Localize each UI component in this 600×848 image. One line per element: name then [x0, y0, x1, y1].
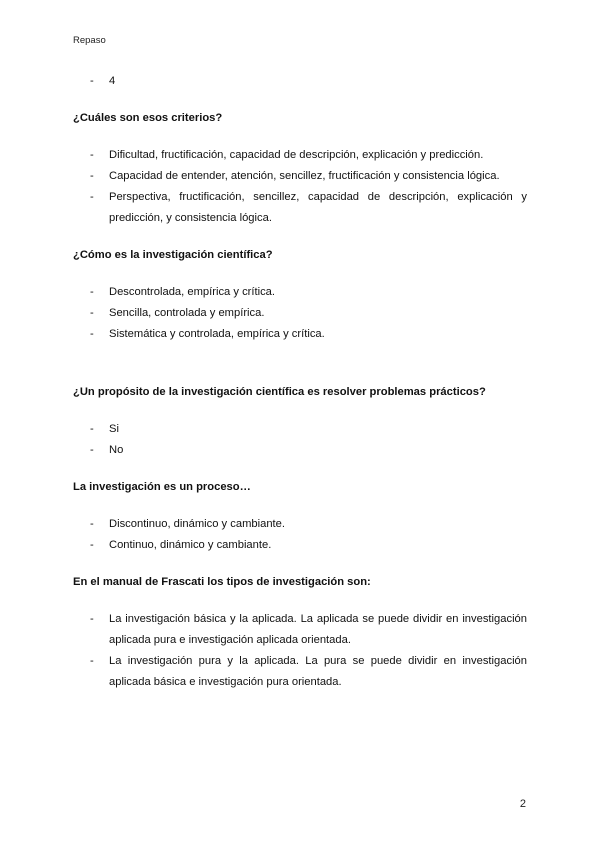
option-list — [73, 145, 527, 229]
question-heading: ¿Un propósito de la investigación científica es resolver problemas prácticos? — [73, 386, 486, 398]
list-item: - Capacidad de entender, atención, sencillez, fructificación y consistencia lógica. — [90, 170, 500, 182]
option-list — [73, 609, 527, 693]
question-heading: ¿Cuáles son esos criterios? — [73, 112, 223, 124]
page-number: 2 — [519, 798, 526, 810]
option-list — [73, 419, 527, 461]
list-item: - La investigación pura y la aplicada. La pura se puede dividir en investigación aplicada básica e investigación pura orientada. — [90, 655, 527, 688]
list-item: - Discontinuo, dinámico y cambiante. — [90, 518, 285, 530]
list-item: - Si — [90, 423, 119, 435]
list-item: - Sencilla, controlada y empírica. — [90, 307, 265, 319]
intro-option-list — [73, 71, 527, 92]
page-header: Repaso — [73, 35, 106, 46]
question-heading: ¿Cómo es la investigación científica? — [73, 249, 273, 261]
option-list — [73, 282, 527, 345]
list-item: - Sistemática y controlada, empírica y crítica. — [90, 328, 325, 340]
list-item: - Descontrolada, empírica y crítica. — [90, 286, 276, 298]
list-item: - 4 — [90, 75, 116, 87]
option-list — [73, 514, 527, 556]
document-body — [73, 71, 527, 693]
question-heading: En el manual de Frascati los tipos de investigación son: — [73, 576, 371, 588]
list-item: - Continuo, dinámico y cambiante. — [90, 539, 272, 551]
list-item: - Perspectiva, fructificación, sencillez, capacidad de descripción, explicación y predicción, y consistencia lógica. — [90, 191, 527, 224]
list-item: - No — [90, 444, 124, 456]
list-item: - La investigación básica y la aplicada. La aplicada se puede dividir en investigación aplicada pura e investigación aplicada orientada. — [90, 613, 527, 646]
list-item: - Dificultad, fructificación, capacidad de descripción, explicación y predicción. — [90, 149, 484, 161]
question-heading: La investigación es un proceso… — [73, 481, 251, 493]
